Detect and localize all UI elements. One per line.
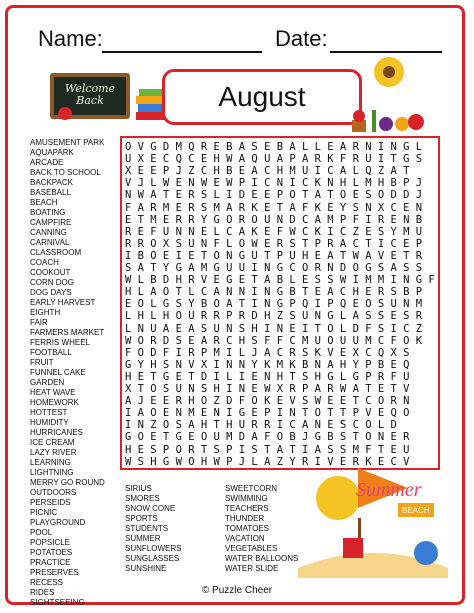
word-list-left [30, 138, 105, 608]
grid-row: I N Z O S A H T H U R R I C A N E S C O L D [125, 419, 397, 432]
word-list-item: OUTDOORS [30, 488, 77, 497]
word-list-item: POTATOES [30, 548, 73, 557]
grid-row: W O R D S E A R C H S F F C M U O U U M C F O K [125, 334, 423, 347]
title-box [162, 69, 362, 125]
chalkboard-text: Welcome Back [64, 82, 116, 107]
date-line [330, 51, 442, 53]
word-list-item: FAIR [30, 318, 48, 327]
word-list-item: RECESS [30, 578, 63, 587]
word-list-item: SIRIUS [125, 484, 152, 493]
apple-icon [58, 107, 72, 120]
word-list-item: PRACTICE [30, 558, 71, 567]
svg-text:BEACH: BEACH [402, 506, 430, 515]
word-search-grid [120, 136, 440, 470]
grid-row: R R O X S U N F L O W E R S T P R A C T I C E P [125, 237, 423, 250]
word-list-item: MERRY GO ROUND [30, 478, 105, 487]
word-list-item: HOTTEST [30, 408, 68, 417]
word-list-item: LIGHTNING [30, 468, 74, 477]
word-list-item: CLASSROOM [30, 248, 82, 257]
word-list-right [225, 484, 298, 574]
grid-row: G Y H S N V X I N N Y K M K B N A H Y P B E Q [125, 358, 410, 371]
grid-row: A J E E R H O Z D F O K E V S W E E T C O R N [125, 395, 410, 408]
grid-row: I B O E I E T O N G U T P U H E A T W A V E T R [125, 249, 423, 262]
word-list-item: PLAYGROUND [30, 518, 86, 527]
date-label: Date: [275, 26, 328, 51]
word-list-item: RIDES [30, 588, 55, 597]
svg-text:Summer: Summer [356, 479, 422, 501]
word-list-item: POPSICLE [30, 538, 71, 547]
word-list-item: PICNIC [30, 508, 58, 517]
word-list-item: FOOTBALL [30, 348, 72, 357]
name-line [102, 51, 262, 53]
grid-row: R E F U N N E L C A K E F W C K I C Z E S Y M U [125, 225, 423, 238]
word-list-item: BOATING [30, 208, 66, 217]
grid-row: E T M E R R Y G O R O U N D C A M P F I R E N B [125, 213, 423, 226]
word-list-item: BACK TO SCHOOL [30, 168, 101, 177]
word-list-item: SMORES [125, 494, 160, 503]
plants-icon [352, 100, 432, 134]
footer-credit: © Puzzle Cheer [201, 585, 273, 596]
word-list-item: CARNIVAL [30, 238, 70, 247]
grid-row: L N U A E A S U N S H I N E I T O L D F S I C Z [125, 322, 423, 335]
grid-row: U X E C Q C E H W A Q U A P A R K F R U I T G S [125, 153, 423, 166]
grid-row: O V G D M Q R E B A S E B A L L E A R N I N G L [125, 141, 423, 153]
word-list-item: BEACH [30, 198, 58, 207]
word-list-item: GARDEN [30, 378, 65, 387]
grid-row: V J L W E N W E W P I C N I C K N H L M H B P J [125, 177, 423, 190]
grid-row: I A O E N M E N I G E P I N T O T T P V E Q O [125, 407, 410, 420]
word-list-item: VACATION [225, 534, 265, 543]
word-list-item: COACH [30, 258, 59, 267]
grid-row: H E S P O R T S P I S T A T I A S S M F T E U [125, 443, 410, 456]
word-list-item: DOG DAYS [30, 288, 72, 297]
page-title: August [218, 81, 306, 112]
grid-row: X E E P J Z C H B E A C H M U I C A L Q Z A T [125, 165, 410, 178]
grid-row: H L A O T L C A N N I N G B T E A C H E R S B P [125, 286, 423, 299]
grid-row: X T O S U N S H I N E W X R P A R W A T E T V [125, 383, 410, 395]
word-list-item: SWIMMING [225, 494, 268, 503]
beach-summer-icon [298, 458, 448, 578]
word-list-item: TOMATOES [225, 524, 270, 533]
word-list-item: EIGHTH [30, 308, 61, 317]
word-list-item: FARMERS MARKET [30, 328, 105, 337]
word-list-item: TEACHERS [225, 504, 269, 513]
word-list-item: SUNGLASSES [125, 554, 180, 563]
word-list-mid [125, 484, 181, 574]
word-list-item: PRESERVES [30, 568, 79, 577]
grid-row: N W A T E R S L I D E E P O T A T O E S O D D J [125, 189, 423, 202]
word-list-item: SUNSHINE [125, 564, 167, 573]
word-list-item: POOL [30, 528, 53, 537]
grid-row: G O E T G E O U M D A F O B J G B S T O N E R [125, 431, 410, 444]
word-list-item: CORN DOG [30, 278, 74, 287]
word-list-item: AMUSEMENT PARK [30, 138, 105, 147]
word-list-item: CANNING [30, 228, 67, 237]
word-list-item: LAZY RIVER [30, 448, 77, 457]
word-list-item: HUMIDITY [30, 418, 69, 427]
word-list-item: SUNFLOWERS [125, 544, 182, 553]
word-list-item: ICE CREAM [30, 438, 75, 447]
word-list-item: BASEBALL [30, 188, 71, 197]
word-list-item: COOKOUT [30, 268, 71, 277]
grid-row: F A R M E R S M A R K E T A F K E Y S N X C E N [125, 201, 423, 214]
word-list-item: SIGHTSEEING [30, 598, 85, 607]
word-list-item: PERSEIDS [30, 498, 71, 507]
word-list-item: SNOW CONE [125, 504, 176, 513]
word-list-item: SPORTS [125, 514, 158, 523]
word-list-item: HOMEWORK [30, 398, 79, 407]
grid-row: H E T G E T D I L I E N H T S H G L G P R F U [125, 370, 410, 383]
word-list-item: VEGETABLES [225, 544, 278, 553]
word-list-item: SWEETCORN [225, 484, 277, 493]
word-list-item: HEAT WAVE [30, 388, 76, 397]
grid-row: W L B D H R V E G E T A B L E S S W I M M I N G F [125, 274, 435, 287]
word-list-item: FUNNEL CAKE [30, 368, 86, 377]
grid-row: S A T Y G A M G U U I N G C O R N D O G S A S S [125, 262, 423, 274]
grid-row: E O L G S Y B O A T I N G P Q I P Q E O S U N M [125, 298, 423, 311]
word-list-item: LEARNING [30, 458, 71, 467]
word-list-item: THUNDER [225, 514, 265, 523]
word-list-item: ARCADE [30, 158, 64, 167]
grid-row: L H L H O U R R P R D H Z S U N G L A S S E S R [125, 310, 423, 323]
word-list-item: CAMPFIRE [30, 218, 72, 227]
grid-row: W S H G W O H W P J L A Z Y R I V E R K E C V [125, 455, 410, 468]
sunflower-icon [374, 57, 404, 87]
word-list-item: HURRICANES [30, 428, 83, 437]
word-list-item: STUDENTS [125, 524, 169, 533]
grid-row: F O D F I R P M I L J A C R S K V E X C Q X S [125, 346, 410, 359]
word-list-item: AQUAPARK [30, 148, 74, 157]
word-list-item: BACKPACK [30, 178, 73, 187]
word-list-item: WATER SLIDE [225, 564, 279, 573]
name-label: Name: [38, 26, 103, 51]
word-list-item: SUMMER [125, 534, 161, 543]
word-list-item: EARLY HARVEST [30, 298, 96, 307]
word-list-item: WATER BALLOONS [225, 554, 299, 563]
word-list-item: FRUIT [30, 358, 54, 367]
word-list-item: FERRIS WHEEL [30, 338, 91, 347]
